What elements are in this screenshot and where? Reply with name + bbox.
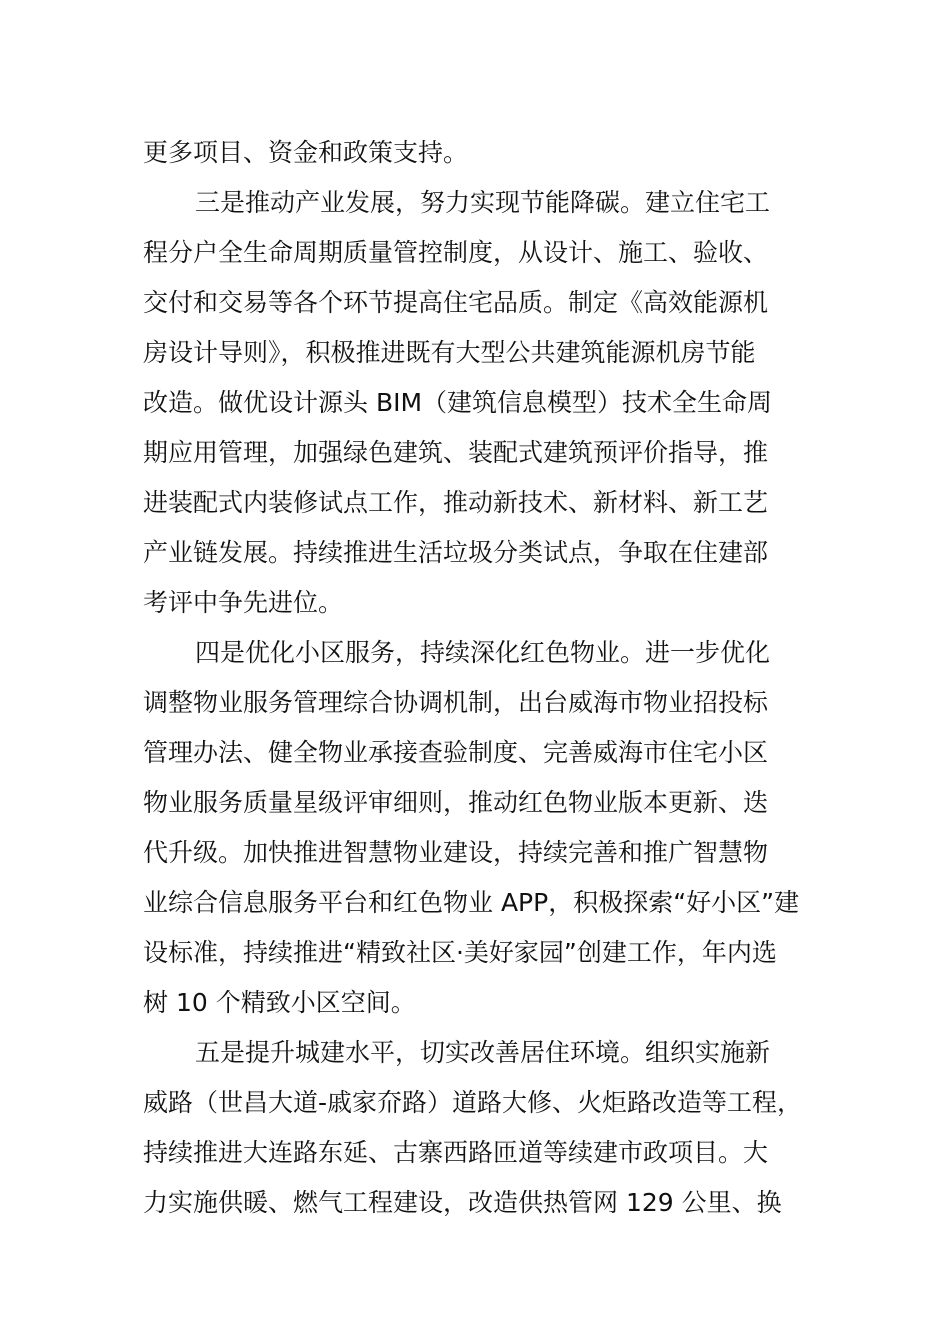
text-line: 调整物业服务管理综合协调机制，出台威海市物业招投标: [143, 688, 769, 717]
text-line: 设标准，持续推进“精致社区·美好家园”创建工作，年内选: [143, 938, 777, 967]
text-line: 交付和交易等各个环节提高住宅品质。制定《高效能源机: [143, 288, 769, 317]
paragraph-start-line: 五是提升城建水平，切实改善居住环境。组织实施新: [195, 1038, 771, 1067]
text-line: 房设计导则》，积极推进既有大型公共建筑能源机房节能: [143, 338, 756, 367]
paragraph-start-line: 三是推动产业发展，努力实现节能降碳。建立住宅工: [195, 188, 771, 217]
text-line: 管理办法、健全物业承接查验制度、完善威海市住宅小区: [143, 738, 769, 767]
text-line: 进装配式内装修试点工作，推动新技术、新材料、新工艺: [143, 488, 769, 517]
text-line: 考评中争先进位。: [143, 588, 344, 617]
document-body: [143, 128, 833, 1228]
text-line: 树 10 个精致小区空间。: [143, 988, 416, 1017]
text-line: 程分户全生命周期质量管控制度，从设计、施工、验收、: [143, 238, 769, 267]
text-line: 威路（世昌大道-戚家夼路）道路大修、火炬路改造等工程，: [143, 1088, 803, 1117]
text-line: 持续推进大连路东延、古寨西路匝道等续建市政项目。大: [143, 1138, 769, 1167]
text-line: 业综合信息服务平台和红色物业 APP，积极探索“好小区”建: [143, 888, 800, 917]
text-line: 力实施供暖、燃气工程建设，改造供热管网 129 公里、换: [143, 1188, 782, 1217]
text-line: 期应用管理，加强绿色建筑、装配式建筑预评价指导，推: [143, 438, 769, 467]
text-line: 改造。做优设计源头 BIM（建筑信息模型）技术全生命周: [143, 388, 773, 417]
text-line: 物业服务质量星级评审细则，推动红色物业版本更新、迭: [143, 788, 769, 817]
paragraph-start-line: 四是优化小区服务，持续深化红色物业。进一步优化: [195, 638, 771, 667]
text-line: 更多项目、资金和政策支持。: [143, 138, 469, 167]
text-line: 产业链发展。持续推进生活垃圾分类试点，争取在住建部: [143, 538, 769, 567]
text-line: 代升级。加快推进智慧物业建设，持续完善和推广智慧物: [143, 838, 769, 867]
